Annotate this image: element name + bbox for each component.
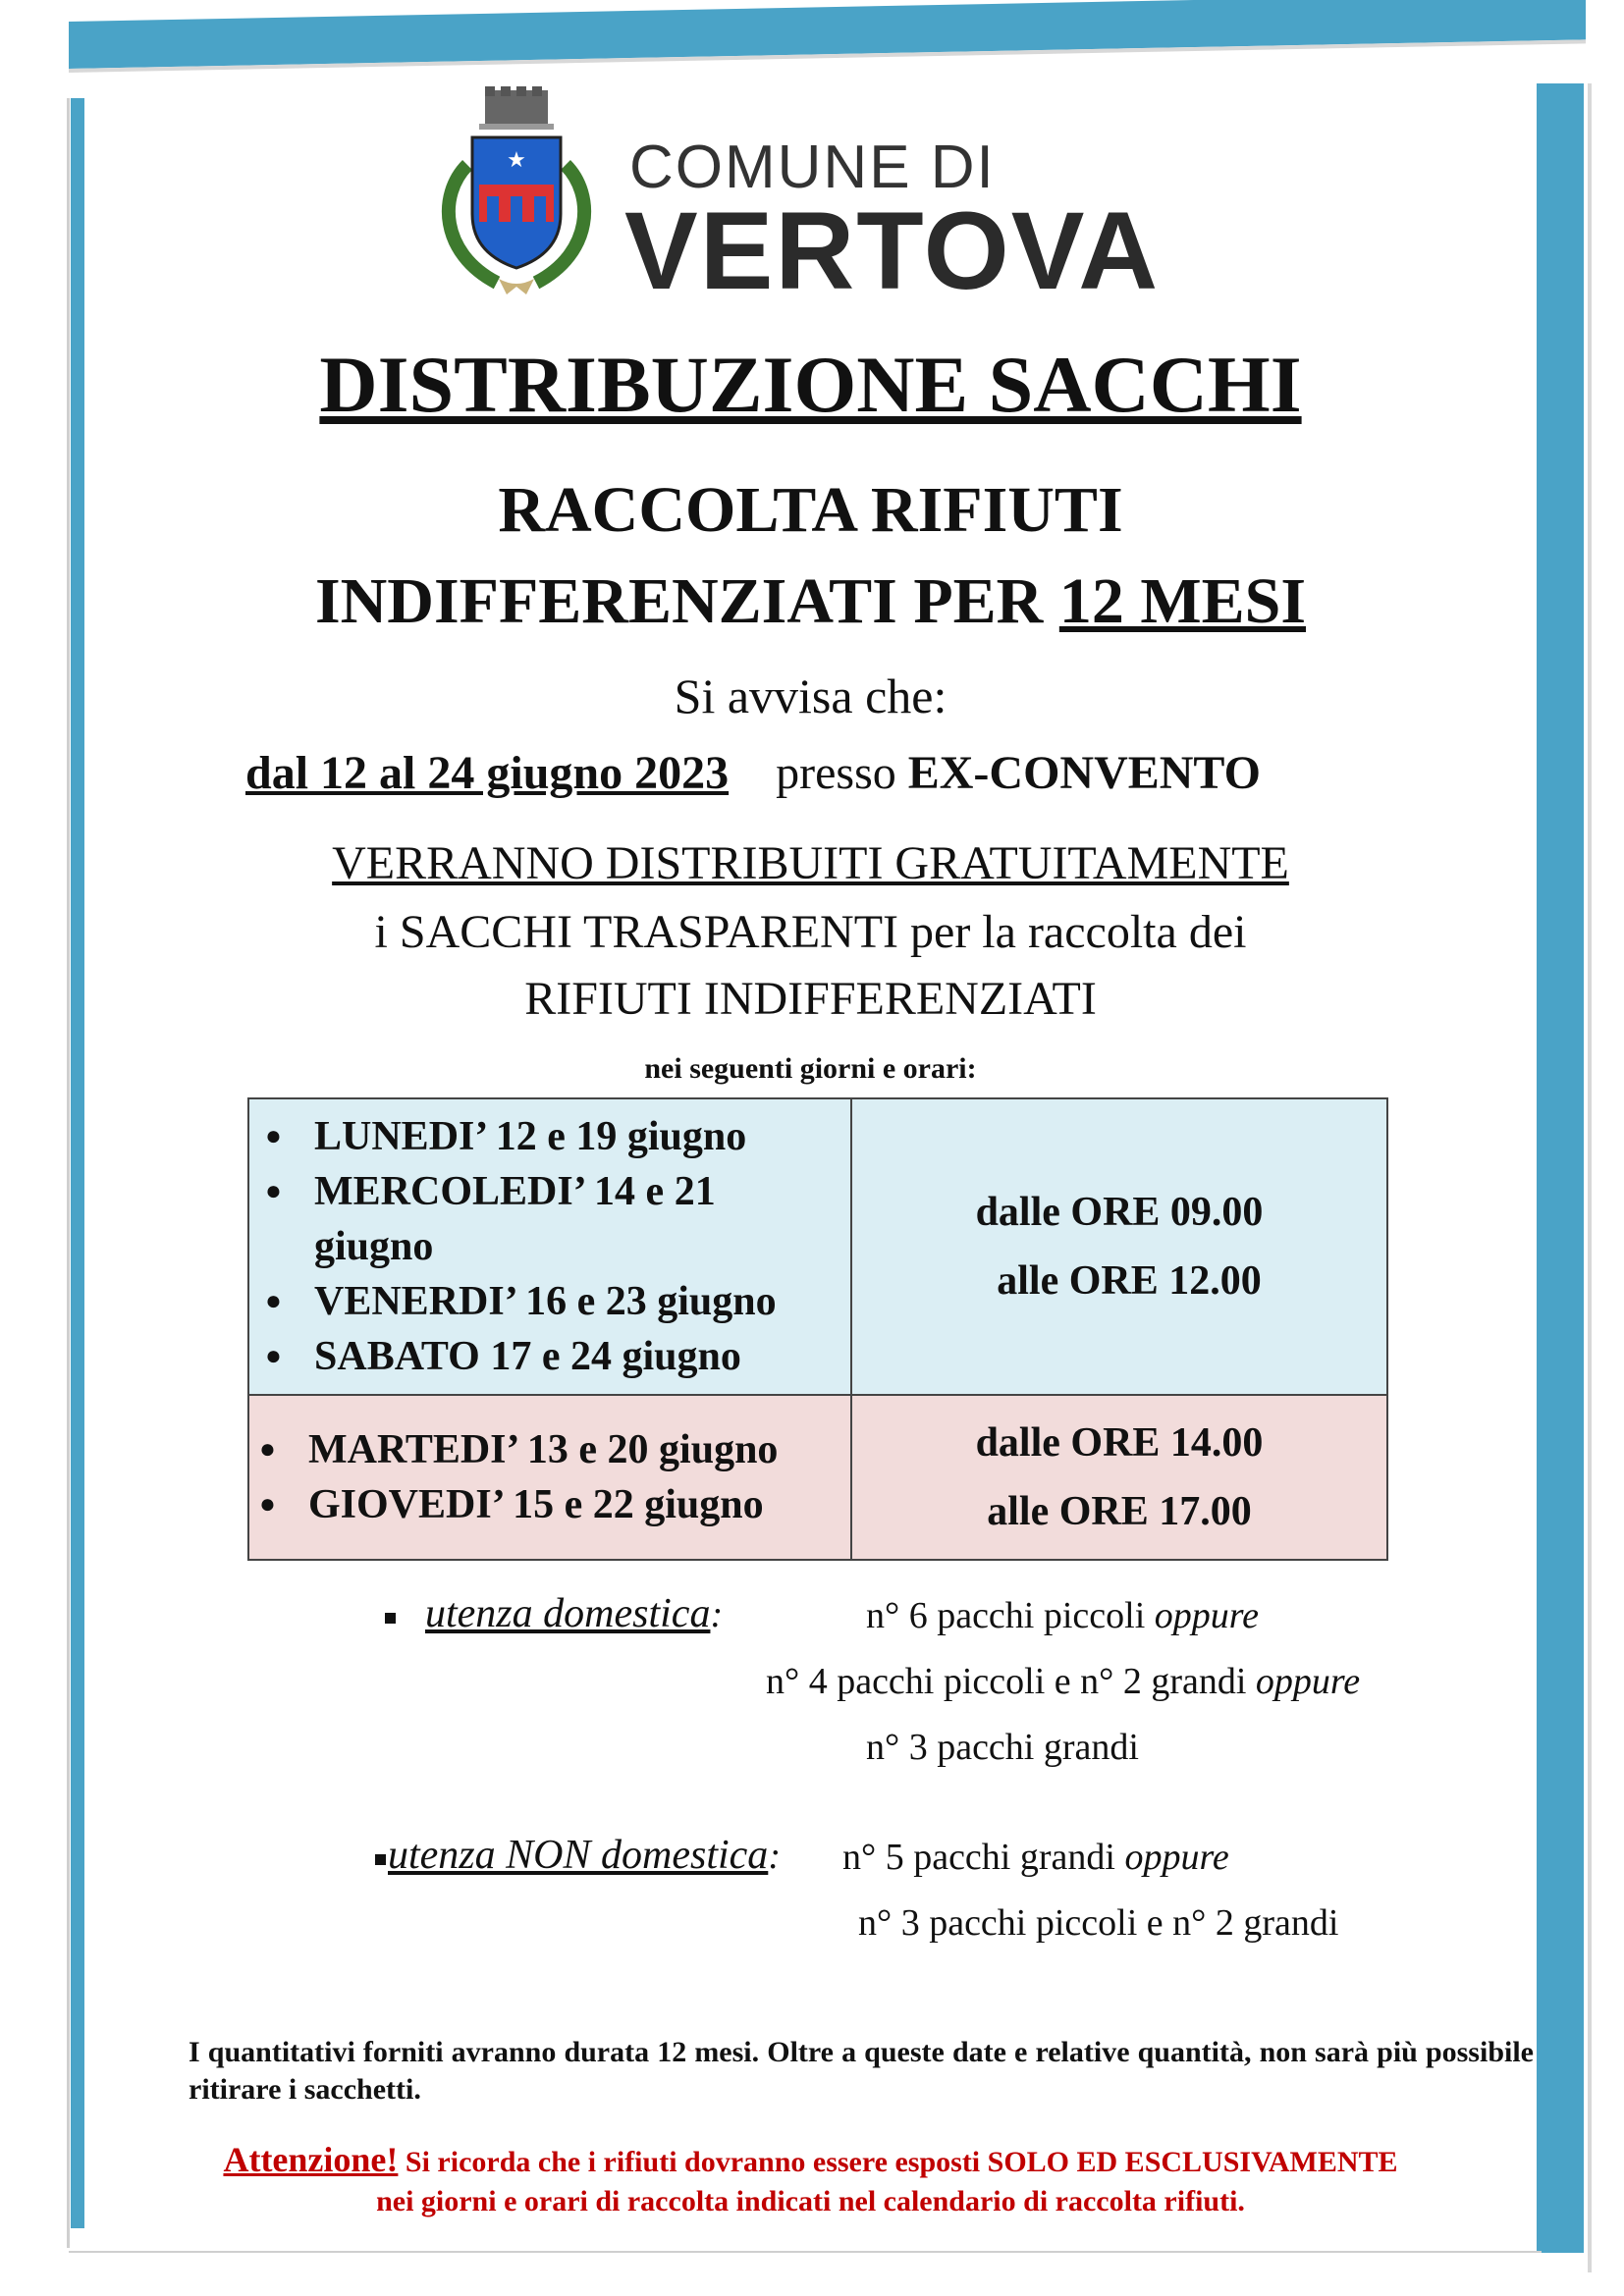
attention-text-2: nei giorni e orari di raccolta indicati nel calendario di raccolta rifiuti. bbox=[376, 2185, 1245, 2217]
morning-to-time: alle ORE 12.00 bbox=[997, 1258, 1262, 1304]
domestic-option-2-text: n° 4 pacchi piccoli e n° 2 grandi bbox=[766, 1661, 1247, 1702]
afternoon-days-cell bbox=[248, 1395, 851, 1560]
subtitle-line-2-text: INDIFFERENZIATI PER bbox=[314, 565, 1059, 637]
distribution-line-2: i SACCHI TRASPARENTI per la raccolta dei bbox=[374, 906, 1247, 958]
distribution-dates: dal 12 al 24 giugno 2023 bbox=[245, 747, 730, 799]
notice-intro: Si avvisa che: bbox=[674, 668, 947, 723]
afternoon-days-list bbox=[249, 1422, 850, 1532]
schedule-day: ● MARTEDI’ 13 e 20 giugno bbox=[308, 1422, 850, 1477]
schedule-day: ● LUNEDI’ 12 e 19 giugno bbox=[314, 1109, 850, 1164]
schedule-row-afternoon bbox=[248, 1395, 1387, 1560]
domestic-label: utenza domestica bbox=[425, 1591, 711, 1636]
dates-line bbox=[245, 746, 1261, 800]
domestic-label-line bbox=[385, 1590, 723, 1637]
schedule-day: ● VENERDI’ 16 e 23 giugno bbox=[314, 1274, 850, 1329]
oppure-label: oppure bbox=[1255, 1661, 1361, 1702]
square-bullet-icon bbox=[375, 1854, 386, 1865]
svg-text:★: ★ bbox=[507, 148, 526, 173]
comune-di-label: COMUNE DI bbox=[629, 133, 996, 201]
non-domestic-option-2: n° 3 pacchi piccoli e n° 2 grandi bbox=[858, 1902, 1339, 1944]
morning-hours-cell bbox=[851, 1098, 1387, 1395]
right-frame-line bbox=[1588, 83, 1592, 2272]
schedule-day: ● MERCOLEDI’ 14 e 21 giugno bbox=[314, 1164, 850, 1274]
non-domestic-option-1-text: n° 5 pacchi grandi bbox=[842, 1837, 1115, 1878]
attention-label: Attenzione! bbox=[223, 2140, 399, 2179]
footer-note: I quantitativi forniti avranno durata 12 mesi. Oltre a queste date e relative quantità, non sarà più possibile ritirare i sacchetti. bbox=[189, 2036, 1534, 2106]
square-bullet-icon bbox=[385, 1613, 396, 1624]
morning-from-time: dalle ORE 09.00 bbox=[975, 1190, 1264, 1235]
oppure-label: oppure bbox=[1124, 1837, 1229, 1878]
afternoon-hours-cell bbox=[851, 1395, 1387, 1560]
subtitle-line-1: RACCOLTA RIFIUTI bbox=[498, 474, 1123, 546]
non-domestic-option-1 bbox=[842, 1836, 1229, 1879]
afternoon-from-time: dalle ORE 14.00 bbox=[975, 1420, 1264, 1466]
domestic-colon: : bbox=[710, 1594, 724, 1635]
distribution-line-3: RIFIUTI INDIFFERENZIATI bbox=[524, 973, 1097, 1025]
right-frame-band bbox=[1537, 83, 1584, 2253]
schedule-day: ● GIOVEDI’ 15 e 22 giugno bbox=[308, 1477, 850, 1532]
page-title: DISTRIBUZIONE SACCHI bbox=[319, 340, 1302, 429]
attention-text-1: Si ricorda che i rifiuti dovranno essere esposti SOLO ED ESCLUSIVAMENTE bbox=[405, 2146, 1398, 2178]
schedule-intro: nei seguenti giorni e orari: bbox=[644, 1052, 977, 1085]
distribution-place: EX-CONVENTO bbox=[907, 747, 1261, 799]
town-name: VERTOVA bbox=[624, 189, 1161, 312]
schedule-row-morning bbox=[248, 1098, 1387, 1395]
morning-days-cell bbox=[248, 1098, 851, 1395]
subtitle-duration: 12 MESI bbox=[1058, 565, 1307, 637]
afternoon-to-time: alle ORE 17.00 bbox=[987, 1489, 1252, 1534]
attention-line-1 bbox=[84, 2140, 1537, 2182]
domestic-option-3: n° 3 pacchi grandi bbox=[866, 1727, 1139, 1768]
domestic-option-2 bbox=[766, 1660, 1360, 1703]
left-frame-line bbox=[67, 98, 70, 2248]
comune-logo bbox=[428, 86, 1214, 312]
bottom-frame-line bbox=[69, 2251, 1542, 2253]
subtitle-line-2 bbox=[84, 564, 1537, 639]
presso-label: presso bbox=[776, 747, 896, 799]
morning-days-list bbox=[249, 1109, 850, 1384]
attention-block bbox=[84, 2140, 1537, 2221]
oppure-label: oppure bbox=[1154, 1595, 1260, 1636]
top-frame-band bbox=[69, 0, 1586, 69]
domestic-option-1 bbox=[866, 1594, 1259, 1637]
schedule-day: ● SABATO 17 e 24 giugno bbox=[314, 1329, 850, 1384]
distribution-line-1: VERRANNO DISTRIBUITI GRATUITAMENTE bbox=[332, 837, 1289, 889]
non-domestic-colon: : bbox=[768, 1836, 781, 1877]
non-domestic-label: utenza NON domestica bbox=[388, 1833, 769, 1878]
schedule-table bbox=[247, 1097, 1388, 1561]
non-domestic-label-line bbox=[375, 1832, 781, 1879]
municipal-crest-icon bbox=[428, 86, 605, 297]
domestic-option-1-text: n° 6 pacchi piccoli bbox=[866, 1595, 1146, 1636]
left-frame-band bbox=[71, 98, 84, 2228]
